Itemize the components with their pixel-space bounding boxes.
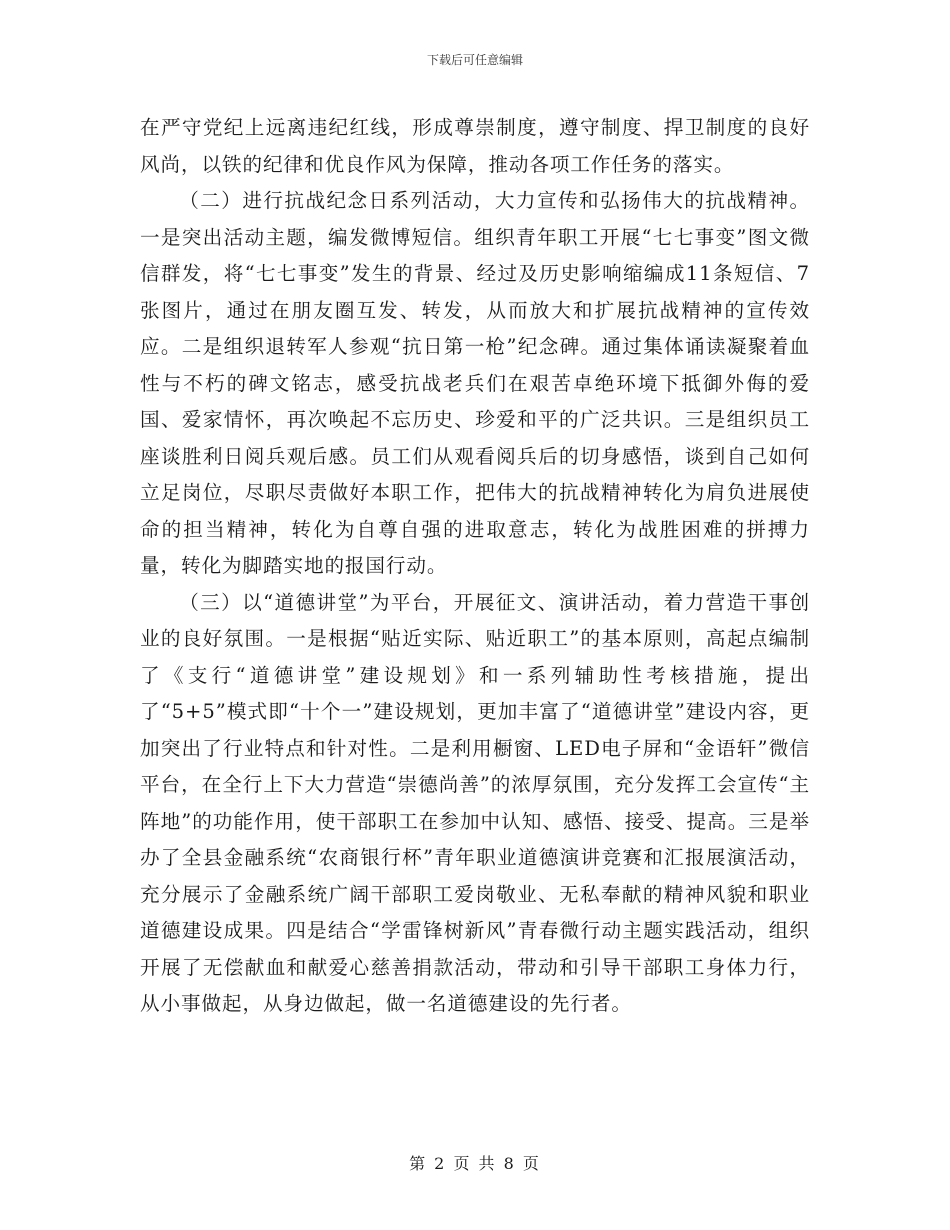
page-header: 下载后可任意编辑 [426, 53, 523, 67]
document-body [140, 110, 810, 1023]
paragraph-continuation: 在严守党纪上远离违纪红线，形成尊崇制度，遵守制度、捍卫制度的良好风尚，以铁的纪律和优良作风为保障，推动各项工作任务的落实。 [140, 116, 810, 176]
page-footer: 第 2 页 共 8 页 [409, 1154, 541, 1173]
paragraph-section-three: （三）以“道德讲堂”为平台，开展征文、演讲活动，着力营造干事创业的良好氛围。一是根据“贴近实际、贴近职工”的基本原则，高起点编制了《支行“道德讲堂”建设规划》和一系列辅助性考核措施，提出了“5+5”模式即“十个一”建设规划，更加丰富了“道德讲堂”建设内容，更加突出了行业特点和针对性。二是利用橱窗、LED电子屏和“金语轩”微信平台，在全行上下大力营造“崇德尚善”的浓厚氛围，充分发挥工会宣传“主阵地”的功能作用，使干部职工在参加中认知、感悟、接受、提高。三是举办了全县金融系统“农商银行杯”青年职业道德演讲竞赛和汇报展演活动，充分展示了金融系统广阔干部职工爱岗敬业、无私奉献的精神风貌和职业道德建设成果。四是结合“学雷锋树新风”青春微行动主题实践活动，组织开展了无偿献血和献爱心慈善捐款活动，带动和引导干部职工身体力行，从小事做起，从身边做起，做一名道德建设的先行者。 [140, 590, 810, 1015]
paragraph-section-two: （二）进行抗战纪念日系列活动，大力宣传和弘扬伟大的抗战精神。一是突出活动主题，编发微博短信。组织青年职工开展“七七事变”图文微信群发，将“七七事变”发生的背景、经过及历史影响缩编成11条短信、7张图片，通过在朋友圈互发、转发，从而放大和扩展抗战精神的宣传效应。二是组织退转军人参观“抗日第一枪”纪念碑。通过集体诵读凝聚着血性与不朽的碑文铭志，感受抗战老兵们在艰苦卓绝环境下抵御外侮的爱国、爱家情怀，再次唤起不忘历史、珍爱和平的广泛共识。三是组织员工座谈胜利日阅兵观后感。员工们从观看阅兵后的切身感悟，谈到自己如何立足岗位，尽职尽责做好本职工作，把伟大的抗战精神转化为肩负进展使命的担当精神，转化为自尊自强的进取意志，转化为战胜困难的拼搏力量，转化为脚踏实地的报国行动。 [140, 189, 810, 577]
